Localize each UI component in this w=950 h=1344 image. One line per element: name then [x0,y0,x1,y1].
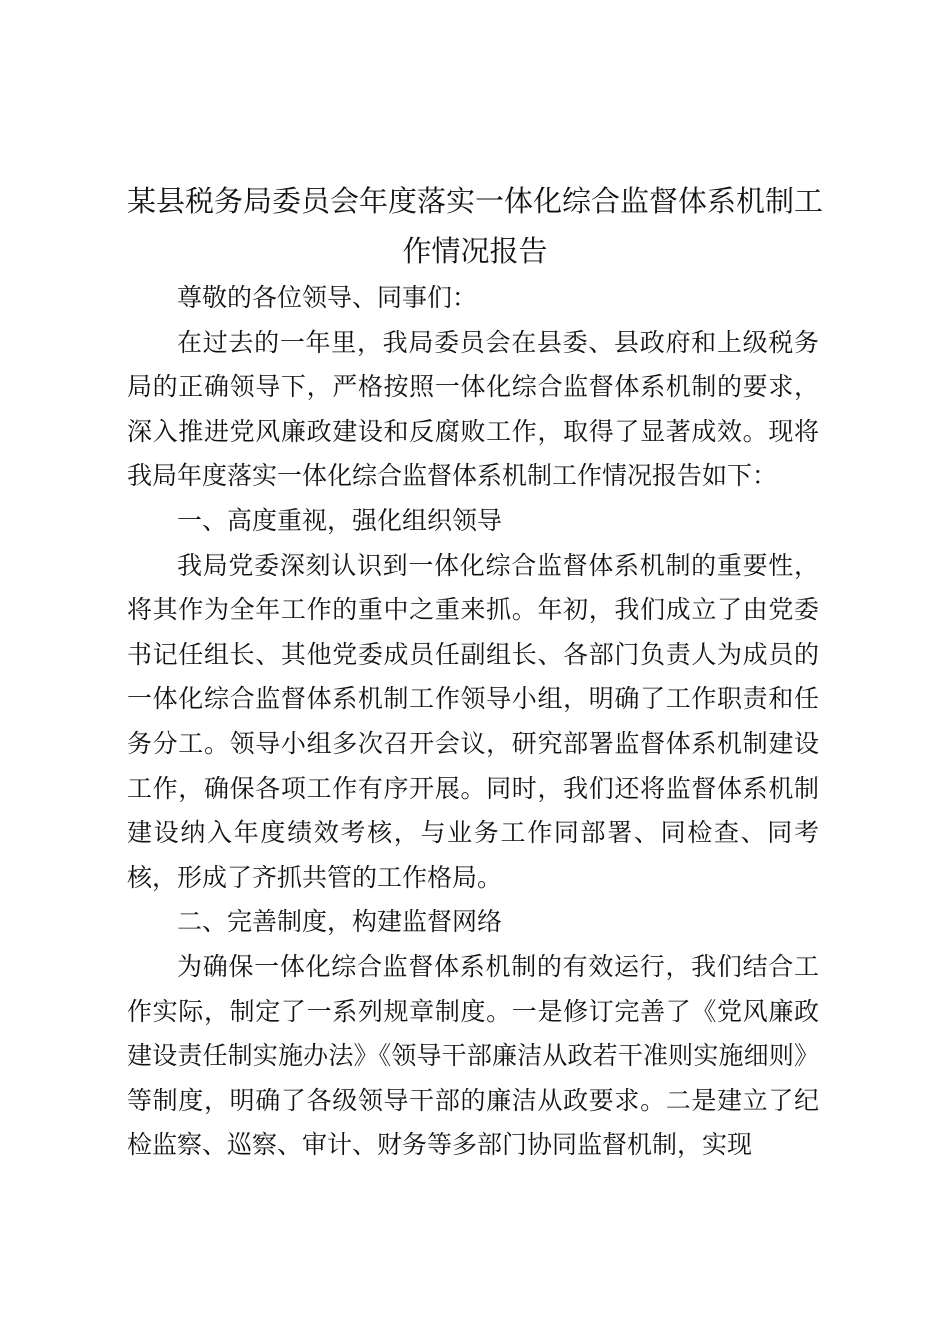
section-heading-2: 二、完善制度，构建监督网络 [177,907,503,937]
salutation: 尊敬的各位领导、同事们： [177,283,478,312]
section-1-paragraph: 我局党委深刻认识到一体化综合监督体系机制的重要性，将其作为全年工作的重中之重来抓。年初，我们成立了由党委书记任组长、其他党委成员任副组长、各部门负责人为成员的一体化综合监督体系机制工作领导小组，明确了工作职责和任务分工。领导小组多次召开会议，研究部署监督体系机制建设工作，确保各项工作有序开展。同时，我们还将监督体系机制建设纳入年度绩效考核，与业务工作同部署、同检查、同考核，形成了齐抓共管的工作格局。 [127,550,819,892]
section-heading-1: 一、高度重视，强化组织领导 [177,505,503,535]
section-2-paragraph: 为确保一体化综合监督体系机制的有效运行，我们结合工作实际，制定了一系列规章制度。一是修订完善了《党风廉政建设责任制实施办法》《领导干部廉洁从政若干准则实施细则》等制度，明确了各级领导干部的廉洁从政要求。二是建立了纪检监察、巡察、审计、财务等多部门协同监督机制，实现 [127,951,819,1160]
document-body [127,276,819,1168]
intro-paragraph: 在过去的一年里，我局委员会在县委、县政府和上级税务局的正确领导下，严格按照一体化综合监督体系机制的要求，深入推进党风廉政建设和反腐败工作，取得了显著成效。现将我局年度落实一体化综合监督体系机制工作情况报告如下： [127,327,819,491]
document-title: 某县税务局委员会年度落实一体化综合监督体系机制工作情况报告 [126,184,823,268]
